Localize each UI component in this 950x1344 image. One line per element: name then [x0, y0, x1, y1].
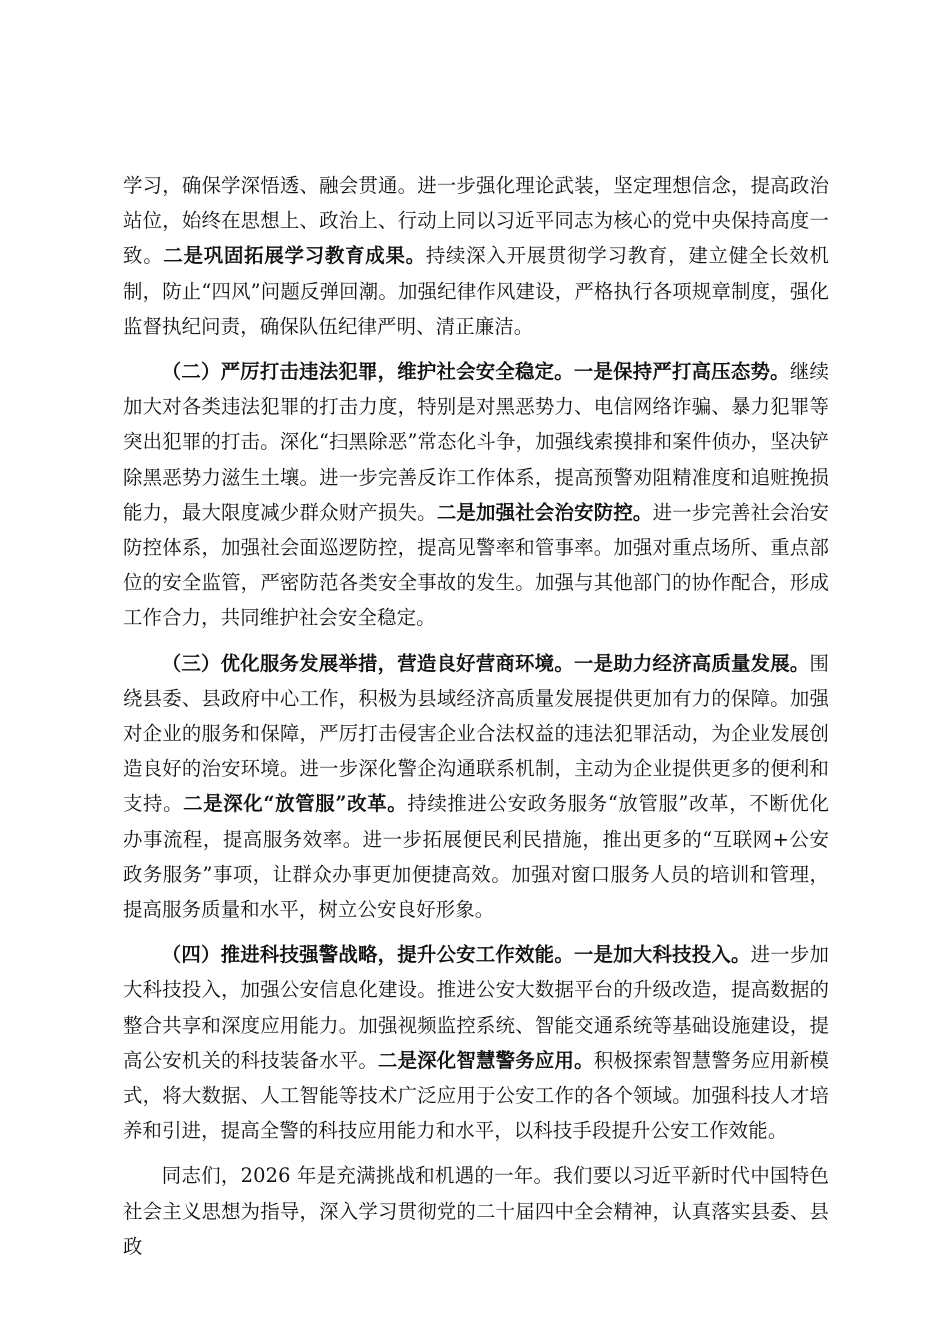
paragraph-section-4: [123, 937, 829, 1148]
text-run: 积极探索智慧警务应用新模式，将大数据、人工智能等技术广泛应用于公安工作的各个领域。加强科技人才培养和引进，提高全警的科技应用能力和水平，以科技手段提升公安工作效能。: [123, 1048, 829, 1143]
text-run: 进一步完善社会治安防控体系，加强社会面巡逻防控，提高见警率和管事率。加强对重点场所、重点部位的安全监管，严密防范各类安全事故的发生。加强与其他部门的协作配合，形成工作合力，共同维护社会安全稳定。: [123, 500, 830, 630]
bold-heading-run: 二是深化“放管服”改革。: [183, 792, 408, 816]
bold-heading-run: 二是深化智慧警务应用。: [377, 1048, 594, 1072]
section-heading-run: （三）优化服务发展举措，营造良好营商环境。一是助力经济高质量发展。: [161, 651, 810, 675]
paragraph-study-continuation: [123, 168, 829, 344]
section-heading-run: （四）推进科技强警战略，提升公安工作效能。一是加大科技投入。: [161, 943, 751, 967]
bold-heading-run: 二是巩固拓展学习教育成果。: [163, 244, 426, 268]
text-run: 持续推进公安政务服务“放管服”改革，不断优化办事流程，提高服务效率。进一步拓展便民利民措施，推出更多的“互联网+公安政务服务”事项，让群众办事更加便捷高效。加强对窗口服务人员的培训和管理，提高服务质量和水平，树立公安良好形象。: [123, 792, 829, 922]
text-run: 学习，确保学深悟透、融会贯通。进一步强化理论武装，坚定理想信念，提高政治站位，始终在思想上、政治上、行动上同以习近平同志为核心的党中央保持高度一致。: [123, 174, 829, 268]
document-page: [123, 168, 829, 1274]
bold-heading-run: 二是加强社会治安防控。: [436, 500, 653, 524]
text-run: 继续加大对各类违法犯罪的打击力度，特别是对黑恶势力、电信网络诈骗、暴力犯罪等突出犯罪的打击。深化“扫黑除恶”常态化斗争，加强线索摸排和案件侦办，坚决铲除黑恶势力滋生土壤。进一步完善反诈工作体系，提高预警劝阻精准度和追赃挽损能力，最大限度减少群众财产损失。: [123, 360, 829, 524]
text-run: 持续深入开展贯彻学习教育，建立健全长效机制，防止“四风”问题反弹回潮。加强纪律作风建设，严格执行各项规章制度，强化监督执纪问责，确保队伍纪律严明、清正廉洁。: [123, 244, 829, 338]
paragraph-closing: [123, 1158, 829, 1264]
text-run: 进一步加大科技投入，加强公安信息化建设。推进公安大数据平台的升级改造，提高数据的整合共享和深度应用能力。加强视频监控系统、智能交通系统等基础设施建设，提高公安机关的科技装备水平。: [123, 943, 829, 1072]
text-run: 同志们，2026 年是充满挑战和机遇的一年。我们要以习近平新时代中国特色社会主义思想为指导，深入学习贯彻党的二十届四中全会精神，认真落实县委、县政: [123, 1164, 829, 1258]
text-run: 围绕县委、县政府中心工作，积极为县域经济高质量发展提供更加有力的保障。加强对企业的服务和保障，严厉打击侵害企业合法权益的违法犯罪活动，为企业发展创造良好的治安环境。进一步深化警企沟通联系机制，主动为企业提供更多的便利和支持。: [123, 651, 829, 816]
section-heading-run: （二）严厉打击违法犯罪，维护社会安全稳定。一是保持严打高压态势。: [161, 360, 790, 384]
paragraph-section-2: [123, 354, 829, 636]
paragraph-section-3: [123, 646, 829, 928]
